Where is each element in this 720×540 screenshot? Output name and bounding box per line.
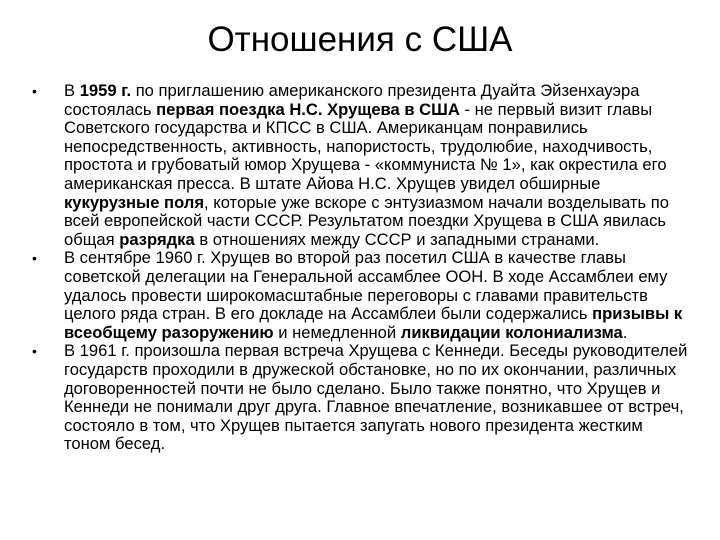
bullet-marker: • [32,343,37,360]
text-run: и немедленной [273,322,401,342]
bullet-marker: • [32,250,37,267]
bullet-item [30,249,690,342]
text-run: В 1961 г. произошла первая встреча Хрущева с Кеннеди. Беседы руководителей государств проходили в дружеской обстановке, но по их окончании, различных договоренностей почти не было сделано. Было также понятно, что Хрущев и Кеннеди не понимали друг друга. Главное впечатление, возникавшее от встреч, состояло в том, что Хрущев пытается запугать нового президента жестким тоном бесед. [64,341,688,454]
paragraph-1961-kennedy-meeting [64,341,687,453]
bullet-marker: • [32,83,37,99]
bold-run: разрядка [119,229,195,249]
bold-run: 1959 г. [79,81,132,100]
text-run: В [64,81,80,100]
bold-run: ликвидации колониализма [400,322,623,342]
bullet-item [30,342,690,454]
text-run: по приглашению американского президента Дуайта Эйзенхауэра состоялась [64,81,640,119]
paragraph-1960-un-visit [64,248,682,341]
text-run: . [622,322,628,342]
text-run: , которые уже вскоре с энтузиазмом начали возделывать по всей европейской части СССР. Результатом поездки Хрущева в США явилась общая [64,192,670,249]
text-run: В сентябре 1960 г. Хрущев во второй раз посетил США в качестве главы советской делегации на Генеральной ассамблее ООН. В ходе Ассамблеи ему удалось провести широкомасштабные переговоры с главами правительств целого ряда стран. В его докладе на Ассамблеи были содержались [64,248,668,324]
text-run: - не первый визит главы Советского государства и КПСС в США. Американцам понравились непосредственность, активность, напористость, трудолюбие, находчивость, простота и грубоватый юмор Хрущева - «коммуниста № 1», как окрестила его американская пресса. В штате Айова Н.С. Хрущев увидел обширные [64,99,667,193]
bold-run: призывы к всеобщему разоружению [64,304,683,342]
text-run: в отношениях между СССР и западными странами. [194,229,600,249]
bold-run: первая поездка Н.С. Хрущева в США [156,99,460,119]
bullet-item [30,82,690,249]
slide-title: Отношения с США [207,20,513,59]
bullet-list [30,82,690,454]
bold-run: кукурузные поля [64,192,205,212]
paragraph-1959-visit [64,81,669,249]
